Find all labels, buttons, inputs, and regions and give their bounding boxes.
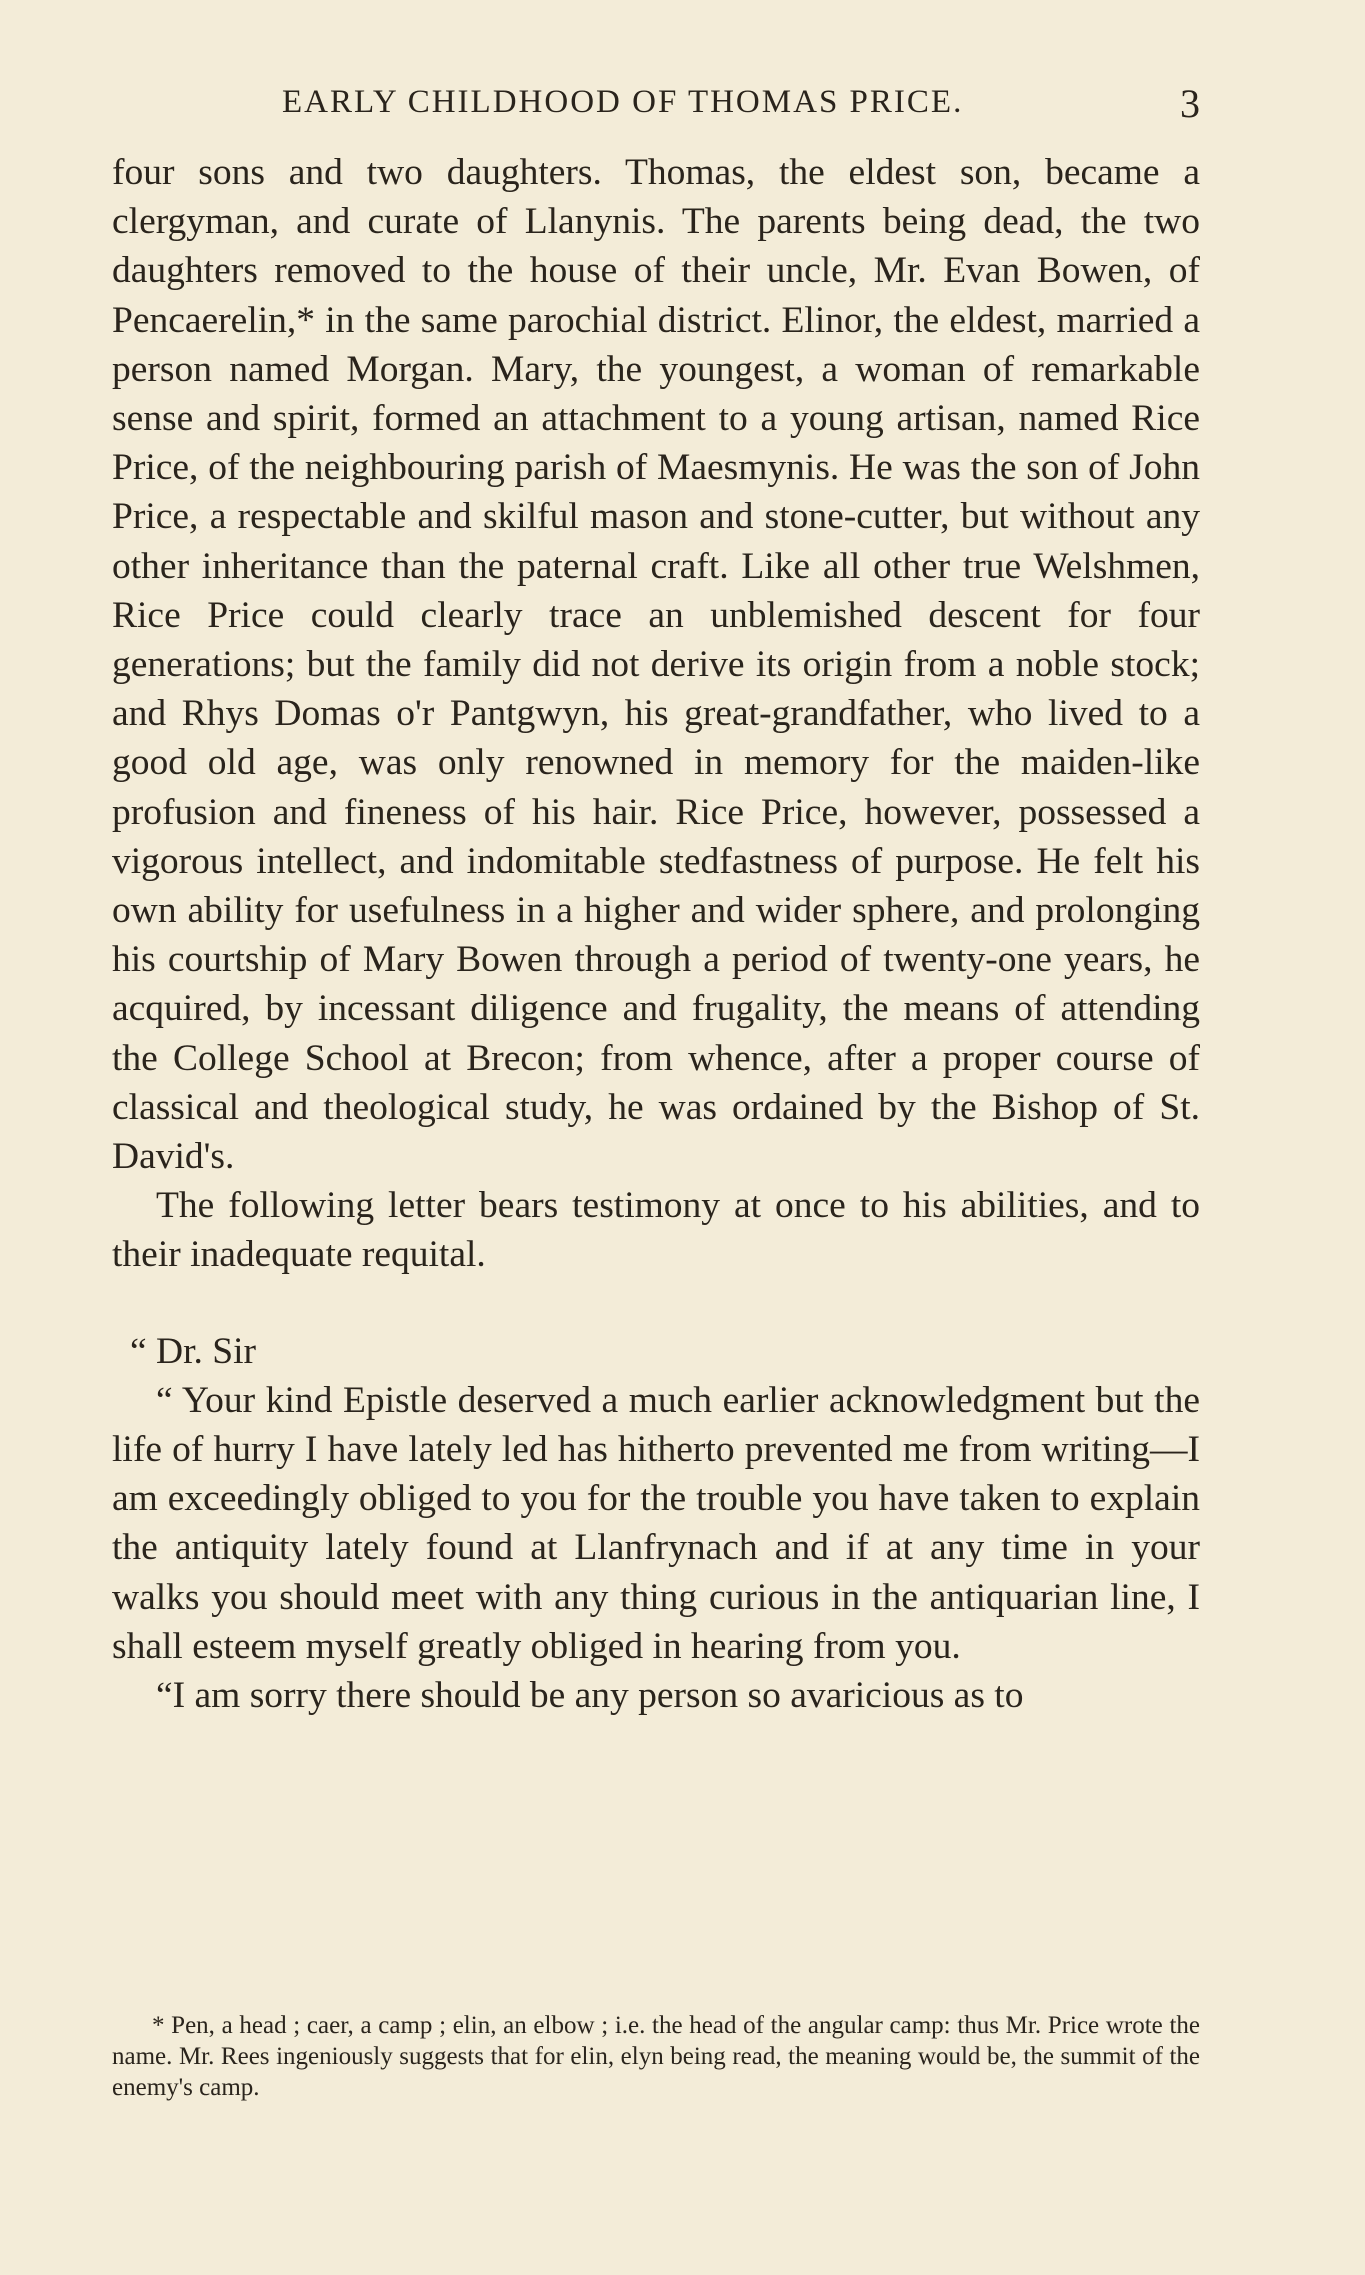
footnotes [112,2010,1200,2103]
page-number: 3 [1180,81,1200,126]
paragraph-family-history: four sons and two daughters. Thomas, the eldest son, became a clergyman, and curate of Llanynis. The parents being dead, the two daughters removed to the house of their uncle, Mr. Evan Bowen, of Pencaerelin,* in the same parochial district. Elinor, the eldest, married a person named Morgan. Mary, the youngest, a woman of remarkable sense and spirit, formed an attachment to a young artisan, named Rice Price, of the neighbouring parish of Maesmynis. He was the son of John Price, a respectable and skilful mason and stone-cutter, but without any other inheritance than the paternal craft. Like all other true Welshmen, Rice Price could clearly trace an unblemished descent for four generations; but the family did not derive its origin from a noble stock; and Rhys Domas o'r Pantgwyn, his great-grandfather, who lived to a good old age, was only renowned in memory for the maiden-like profusion and fineness of his hair. Rice Price, however, possessed a vigorous intellect, and indomitable stedfastness of purpose. He felt his own ability for usefulness in a higher and wider sphere, and prolonging his courtship of Mary Bowen through a period of twenty-one years, he acquired, by incessant diligence and frugality, the means of attending the College School at Brecon; from whence, after a proper course of classical and theological study, he was ordained by the Bishop of St. David's. [112,152,1200,1178]
letter-paragraph: “I am sorry there should be any person so avaricious as to [156,1675,1024,1717]
page-header [112,80,1200,130]
paragraph-letter-intro: The following letter bears testimony at once to his abilities, and to their inadequate requital. [112,1185,1200,1276]
main-text [112,148,1200,1720]
letter-paragraph: “ Your kind Epistle deserved a much earlier acknowledgment but the life of hurry I have lately led has hitherto prevented me from writing—I am exceedingly obliged to you for the trouble you have taken to explain the antiquity lately found at Llanfrynach and if at any time in your walks you should meet with any thing curious in the antiquarian line, I shall esteem myself greatly obliged in hearing from you. [112,1379,1200,1667]
running-title: EARLY CHILDHOOD OF THOMAS PRICE. [282,84,964,120]
footnote: * Pen, a head ; caer, a camp ; elin, an elbow ; i.e. the head of the angular camp: thus Mr. Price wrote the name. Mr. Rees ingeniously suggests that for elin, elyn being read, the meaning would be, the summit of the enemy's camp. [112,2012,1200,2101]
letter-salutation: “ Dr. Sir [130,1330,257,1372]
section-gap [112,1280,1200,1327]
